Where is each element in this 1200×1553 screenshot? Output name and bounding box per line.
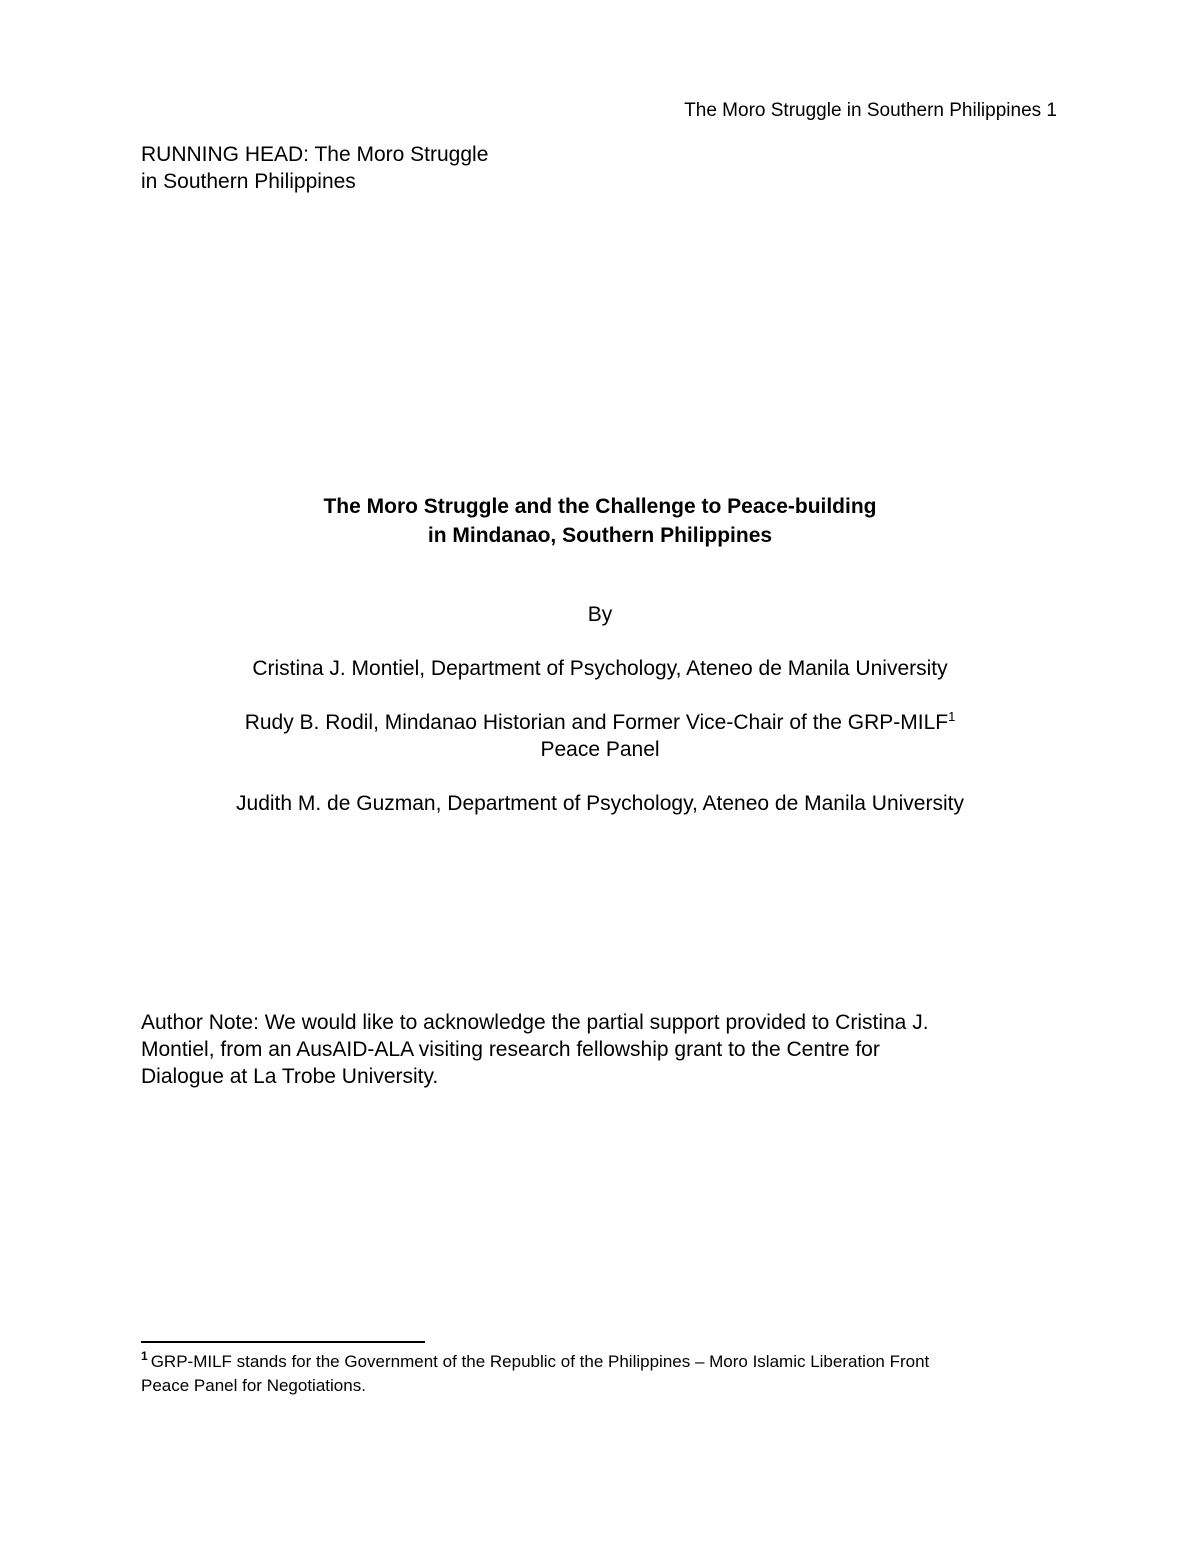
author-rodil (0, 709, 1200, 763)
footnote-divider (141, 1341, 425, 1343)
footnote (141, 1350, 1081, 1398)
author-rodil-line: Peace Panel (540, 738, 660, 761)
author-de-guzman: Judith M. de Guzman, Department of Psychology, Ateneo de Manila University (236, 792, 964, 815)
running-head-line: in Southern Philippines (141, 170, 356, 193)
author-note (141, 1009, 1061, 1090)
byline: By (587, 603, 613, 626)
author-rodil-affiliation: Rudy B. Rodil, Mindanao Historian and Former Vice-Chair of the GRP-MILF (244, 711, 949, 734)
paper-title (0, 492, 1200, 550)
author-note-line: Author Note: We would like to acknowledge the partial support provided to Cristina J. (141, 1011, 929, 1034)
author-montiel: Cristina J. Montiel, Department of Psychology, Ateneo de Manila University (252, 657, 948, 680)
paper-title-line: The Moro Struggle and the Challenge to Peace-building (323, 495, 877, 518)
page-header: The Moro Struggle in Southern Philippines 1 (684, 100, 1057, 121)
author-note-line: Dialogue at La Trobe University. (141, 1065, 439, 1088)
footnote-line: Peace Panel for Negotiations. (141, 1376, 366, 1395)
running-head (141, 141, 488, 195)
footnote-line (141, 1350, 1081, 1374)
paper-title-line: in Mindanao, Southern Philippines (427, 524, 773, 547)
footnote-reference: 1 (948, 709, 956, 724)
author-note-line: Montiel, from an AusAID-ALA visiting research fellowship grant to the Centre for (141, 1038, 880, 1061)
footnote-text: GRP-MILF stands for the Government of the Republic of the Philippines – Moro Islamic Liberation Front (150, 1352, 930, 1371)
footnote-number: 1 (141, 1349, 148, 1364)
running-head-line: RUNNING HEAD: The Moro Struggle (141, 143, 489, 166)
author-rodil-line (0, 709, 1200, 736)
